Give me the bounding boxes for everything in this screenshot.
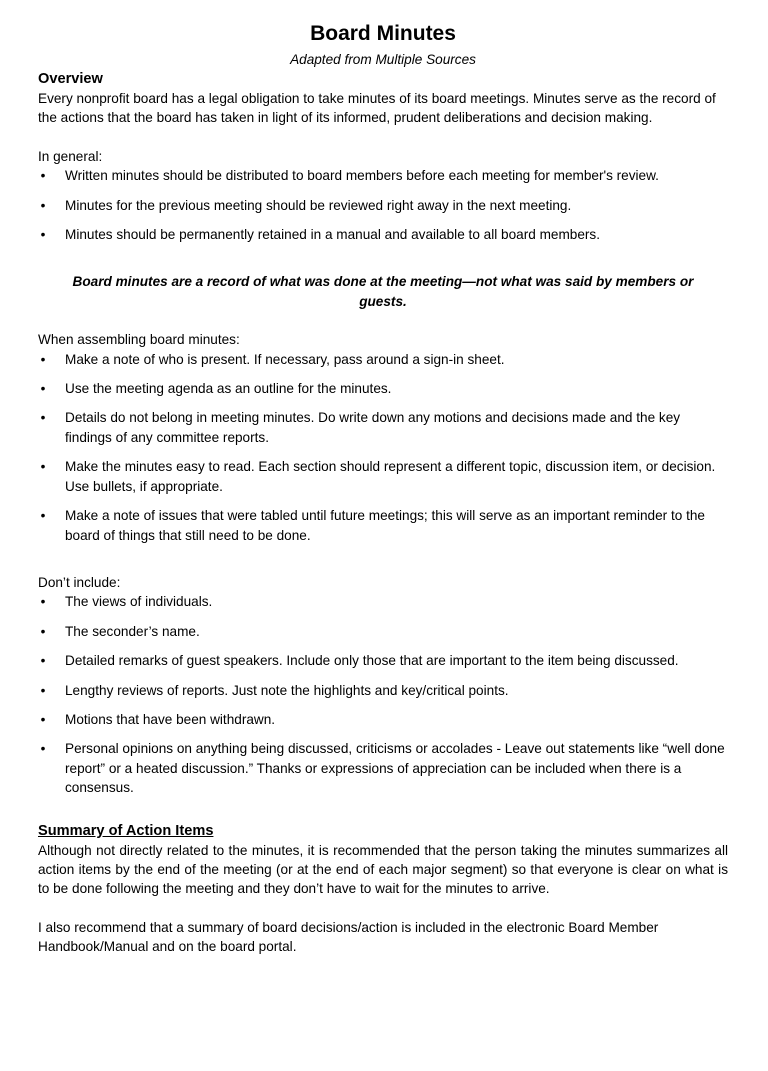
list-item: • Use the meeting agenda as an outline for the minutes. xyxy=(38,379,728,398)
general-intro: In general: xyxy=(38,148,103,164)
overview-paragraph: Every nonprofit board has a legal obligation to take minutes of its board meetings. Minutes serve as the record of the actions that the board has taken in light of its informed, prudent deliberations and decision making. xyxy=(38,91,716,126)
summary-recommendation: I also recommend that a summary of board decisions/action is included in the electronic Board Member Handbook/Manual and on the board portal. xyxy=(38,919,659,955)
bullet-icon: • xyxy=(40,594,46,610)
bullet-icon: • xyxy=(40,711,46,727)
bullet-icon: • xyxy=(40,459,46,475)
dont-include-list xyxy=(38,592,728,797)
bullet-icon: • xyxy=(40,741,46,757)
summary-heading: Summary of Action Items xyxy=(38,822,214,839)
list-item: • Make a note of who is present. If necessary, pass around a sign-in sheet. xyxy=(38,350,728,369)
summary-paragraph: Although not directly related to the minutes, it is recommended that the person taking the minutes summarizes all action items by the end of the meeting (or at the end of each major segment) so that everyone is clear on what is to be done following the meeting and they don’t have to wait for the minutes to arrive. xyxy=(38,842,728,897)
bullet-icon: • xyxy=(40,227,46,243)
bullet-icon: • xyxy=(40,682,46,698)
list-item: • Written minutes should be distributed to board members before each meeting for member's review. xyxy=(38,166,728,185)
list-item: • Make a note of issues that were tabled until future meetings; this will serve as an important reminder to the board of things that still need to be done. xyxy=(38,506,728,545)
list-item: • Detailed remarks of guest speakers. Include only those that are important to the item being discussed. xyxy=(38,651,728,670)
dont-include-intro: Don’t include: xyxy=(38,574,121,590)
bullet-icon: • xyxy=(40,508,46,524)
list-item: • The views of individuals. xyxy=(38,592,728,611)
list-item: • Motions that have been withdrawn. xyxy=(38,710,728,729)
list-item: • The seconder’s name. xyxy=(38,622,728,641)
bullet-icon: • xyxy=(40,351,46,367)
list-item: • Minutes for the previous meeting should be reviewed right away in the next meeting. xyxy=(38,196,728,215)
list-item: • Personal opinions on anything being discussed, criticisms or accolades - Leave out statements like “well done report” or a heated discussion.” Thanks or expressions of appreciation can be included when there is a consensus. xyxy=(38,739,728,797)
callout-statement: Board minutes are a record of what was done at the meeting—not what was said by members or guests. xyxy=(72,274,694,309)
bullet-icon: • xyxy=(40,623,46,639)
list-item: • Minutes should be permanently retained in a manual and available to all board members. xyxy=(38,225,728,244)
general-list xyxy=(38,166,728,244)
bullet-icon: • xyxy=(40,653,46,669)
page-title: Board Minutes xyxy=(310,22,456,45)
bullet-icon: • xyxy=(40,168,46,184)
list-item: • Make the minutes easy to read. Each section should represent a different topic, discussion item, or decision. Use bullets, if appropriate. xyxy=(38,457,728,496)
overview-heading: Overview xyxy=(38,71,103,87)
bullet-icon: • xyxy=(40,381,46,397)
bullet-icon: • xyxy=(40,410,46,426)
list-item: • Lengthy reviews of reports. Just note the highlights and key/critical points. xyxy=(38,681,728,700)
assembling-list xyxy=(38,350,728,545)
list-item: • Details do not belong in meeting minutes. Do write down any motions and decisions made and the key findings of any committee reports. xyxy=(38,408,728,447)
page-subtitle: Adapted from Multiple Sources xyxy=(290,52,476,67)
bullet-icon: • xyxy=(40,197,46,213)
assembling-intro: When assembling board minutes: xyxy=(38,332,240,348)
